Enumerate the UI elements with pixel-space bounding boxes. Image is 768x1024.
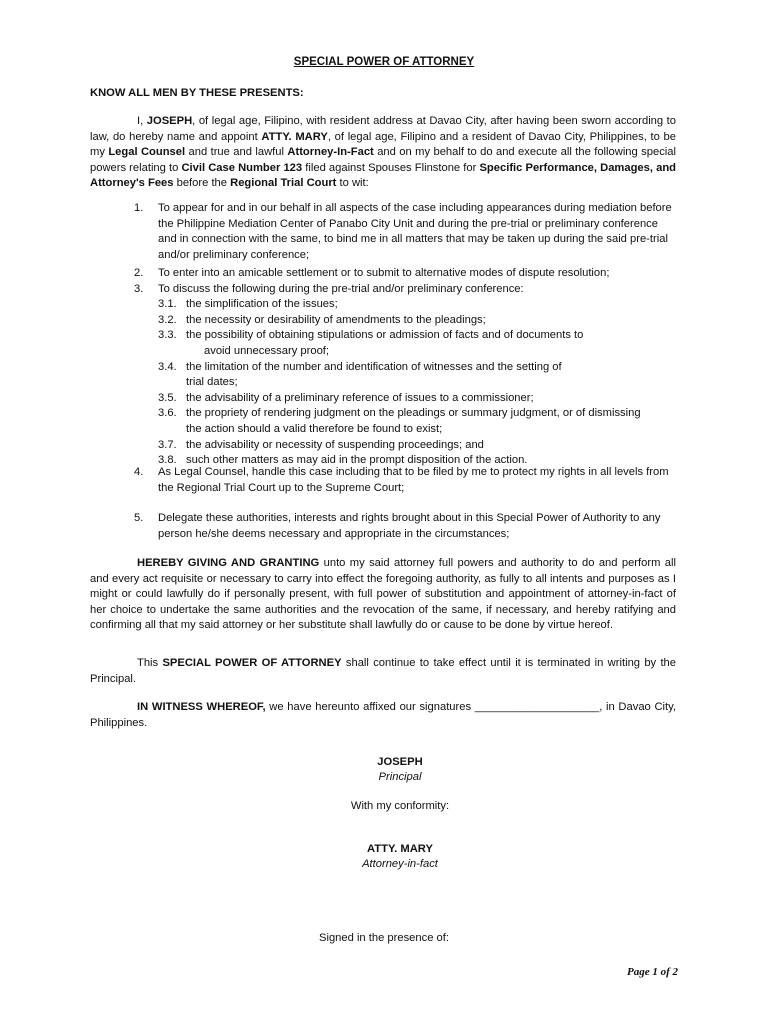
spa-bold: SPECIAL POWER OF ATTORNEY: [162, 657, 342, 669]
witness-bold: IN WITNESS WHEREOF,: [137, 701, 266, 713]
principal-name: JOSEPH: [377, 756, 423, 768]
sub-item: 3.1. the simplification of the issues;: [158, 298, 338, 311]
witness-paragraph: IN WITNESS WHEREOF, we have hereunto affixed our signatures ____________________, in Davao City, Philippines.: [90, 701, 676, 729]
intro-paragraph: I, JOSEPH, of legal age, Filipino, with resident address at Davao City, after having been sworn according to law, do hereby name and appoint ATTY. MARY, of legal age, Filipino and a resident of Davao City, Philippines, to be my Legal Counsel and true and lawful Attorney-In-Fact and on my behalf to do and execute all the following special powers relating to Civil Case Number 123 filed against Spouses Flinstone for Specific Performance, Damages, and Attorney's Fees before the Regional Trial Court to wit:: [90, 115, 677, 190]
sub-item: 3.8. such other matters as may aid in the prompt disposition of the action.: [158, 454, 528, 467]
powers-list-1: [134, 201, 676, 263]
continuation-paragraph: This SPECIAL POWER OF ATTORNEY shall continue to take effect until it is terminated in writing by the Principal.: [90, 657, 676, 685]
document-heading: KNOW ALL MEN BY THESE PRESENTS:: [90, 87, 304, 99]
granting-paragraph: HEREBY GIVING AND GRANTING unto my said attorney full powers and authority to do and perform all and every act requisite or necessary to carry into effect the foregoing authority, as fully to all intents and purposes as I might or could lawfully do if personally present, with full power of substitution and appointment of attorney-in-fact of her choice to undertake the same authorities and the revocation of the same, if necessary, and hereby ratifying and confirming all that my said attorney or her substitute shall lawfully do or cause to be done by virtue hereof.: [90, 557, 676, 632]
granting-bold: HEREBY GIVING AND GRANTING: [137, 557, 320, 569]
powers-list-3: [134, 465, 676, 496]
attorney-role: Attorney-in-fact: [362, 858, 438, 870]
principal-role: Principal: [378, 771, 422, 783]
list-item: 1. To appear for and in our behalf in all aspects of the case including appearances during mediation before the Philippine Mediation Center of Panabo City Unit and during the pre-trial or preliminary conference and in connection with the same, to bind me in all matters that may be taken up during the said pre-trial and/or preliminary conference;: [134, 202, 672, 261]
case-number-bold: Civil Case Number 123: [181, 161, 303, 174]
list-item: 5. Delegate these authorities, interests and rights brought about in this Special Power of Authority to any person he/she deems necessary and appropriate in the circumstances;: [134, 512, 661, 540]
page-number: Page 1 of 2: [626, 966, 678, 978]
sub-item: 3.4. the limitation of the number and identification of witnesses and the setting of trial dates;: [158, 360, 562, 389]
powers-list-2: [134, 266, 676, 469]
sub-item: 3.3. the possibility of obtaining stipulations or admission of facts and of documents to avoid unnecessary proof;: [158, 329, 584, 357]
legal-counsel-bold: Legal Counsel: [108, 146, 186, 159]
principal-name-bold: JOSEPH: [146, 115, 193, 127]
powers-list-4: [134, 511, 676, 542]
sub-item: 3.2. the necessity or desirability of amendments to the pleadings;: [158, 313, 486, 326]
case-type-bold: Specific Performance, Damages, and Attorney's Fees: [90, 161, 676, 190]
document-title: SPECIAL POWER OF ATTORNEY: [293, 56, 475, 68]
list-item: 3. To discuss the following during the pre-trial and/or preliminary conference: 3.1. the simplification of the issues; 3.2. the necessity or desirability of amendments to the pleadings; 3.3. the possibility of obtaining stipulations or admission of facts and of documents to avoid unnecessary proof; 3.4. the limitation of the number and identification of witnesses and the setting of trial dates; 3.5. the advisability of a preliminary reference of issues to a commissioner; 3.6. the propriety of rendering judgment on the pleadings or summary judgment, or of dismissing the action should a valid therefore be found to exist; 3.7. the advisability or necessity of suspending proceedings; and 3.8. such other matters as may aid in the prompt disposition of the action.: [134, 282, 676, 469]
sub-item: 3.5. the advisability of a preliminary reference of issues to a commissioner;: [158, 391, 534, 404]
court-bold: Regional Trial Court: [230, 177, 337, 190]
attorney-name-bold: ATTY. MARY: [261, 130, 328, 143]
list-item: 2. To enter into an amicable settlement or to submit to alternative modes of dispute resolution;: [134, 267, 610, 279]
sub-item: 3.7. the advisability or necessity of suspending proceedings; and: [158, 438, 484, 451]
sub-item: 3.6. the propriety of rendering judgment on the pleadings or summary judgment, or of dismissing the action should a valid therefore be found to exist;: [158, 407, 641, 435]
attorney-name: ATTY. MARY: [367, 843, 433, 855]
list-item: 4. As Legal Counsel, handle this case including that to be filed by me to protect my rights in all levels from the Regional Trial Court up to the Supreme Court;: [134, 466, 669, 494]
attorney-in-fact-bold: Attorney-In-Fact: [287, 146, 374, 159]
conformity-label: With my conformity:: [350, 800, 450, 812]
presence-label: Signed in the presence of:: [319, 932, 449, 944]
